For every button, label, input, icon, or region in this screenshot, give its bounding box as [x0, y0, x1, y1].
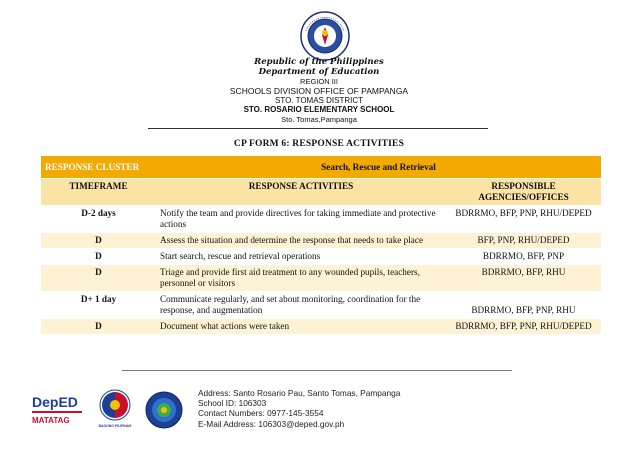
school-name: STO. ROSARIO ELEMENTARY SCHOOL	[243, 105, 395, 114]
table-row	[41, 249, 601, 265]
timeframe-cell: D	[41, 319, 156, 335]
table-header-row	[41, 179, 601, 206]
timeframe-cell: D	[41, 265, 156, 292]
district-heading: STO. TOMAS DISTRICT	[274, 96, 363, 105]
deped-logo-text: DepED	[32, 394, 78, 410]
school-address: Address: Santo Rosario Pau, Santo Tomas, Pampanga	[198, 388, 401, 398]
footer-divider	[122, 370, 512, 371]
responsible-cell: BDRRMO, BFP, PNP, RHU/DEPED	[446, 206, 601, 233]
form-title: CP FORM 6: RESPONSE ACTIVITIES	[233, 139, 405, 149]
republic-heading: Republic of the Philippines	[254, 57, 384, 67]
column-header-responsible: RESPONSIBLE AGENCIES/OFFICES	[446, 179, 601, 206]
table-row	[41, 292, 601, 319]
division-heading: SCHOOLS DIVISION OFFICE OF PAMPANGA	[229, 86, 409, 96]
deped-matatag-logo	[30, 390, 86, 430]
region-heading: REGION III	[300, 77, 338, 86]
header-divider	[148, 128, 488, 129]
bagong-pilipinas-logo	[93, 386, 137, 430]
school-town: Sto. Tomas,Pampanga	[281, 115, 357, 124]
column-header-activities: RESPONSE ACTIVITIES	[156, 179, 446, 206]
responsible-cell: BDRRMO, BFP, PNP	[446, 249, 601, 265]
activity-cell: Assess the situation and determine the response that needs to take place	[156, 233, 446, 249]
cluster-row	[41, 156, 601, 179]
activity-cell: Notify the team and provide directives for taking immediate and protective actions	[156, 206, 446, 233]
activity-cell: Triage and provide first aid treatment to any wounded pupils, teachers, personnel or visitors	[156, 265, 446, 292]
column-header-timeframe: TIMEFRAME	[41, 179, 156, 206]
department-heading: Department of Education	[258, 67, 380, 77]
timeframe-cell: D	[41, 233, 156, 249]
responsible-cell: BDRRMO, BFP, PNP, RHU	[446, 292, 601, 319]
responsible-cell: BDRRMO, BFP, PNP, RHU/DEPED	[446, 319, 601, 335]
table-row	[41, 319, 601, 335]
responsible-cell: BFP, PNP, RHU/DEPED	[446, 233, 601, 249]
timeframe-cell: D	[41, 249, 156, 265]
cluster-label: RESPONSE CLUSTER	[41, 156, 156, 179]
responsible-cell: BDRRMO, BFP, RHU	[446, 265, 601, 292]
timeframe-cell: D+ 1 day	[41, 292, 156, 319]
table-row	[41, 206, 601, 233]
contact-numbers: Contact Numbers: 0977-145-3554	[198, 408, 324, 419]
activity-cell: Communicate regularly, and set about monitoring, coordination for the response, and augmentation	[156, 292, 446, 319]
deped-seal-logo	[300, 11, 350, 61]
email-address: E-Mail Address: 106303@deped.gov.ph	[198, 418, 345, 429]
school-id: School ID: 106303	[198, 398, 267, 409]
bagong-pilipinas-text: BAGONG PILIPINAS	[98, 424, 132, 428]
school-contact-info	[198, 388, 400, 429]
sdo-pampanga-logo	[145, 391, 183, 429]
table-row	[41, 265, 601, 292]
timeframe-cell: D-2 days	[41, 206, 156, 233]
activity-cell: Document what actions were taken	[156, 319, 446, 335]
matatag-logo-text: MATATAG	[32, 416, 70, 425]
activity-cell: Start search, rescue and retrieval operations	[156, 249, 446, 265]
cluster-value: Search, Rescue and Retrieval	[156, 156, 601, 179]
response-activities-table	[41, 156, 601, 335]
table-row	[41, 233, 601, 249]
